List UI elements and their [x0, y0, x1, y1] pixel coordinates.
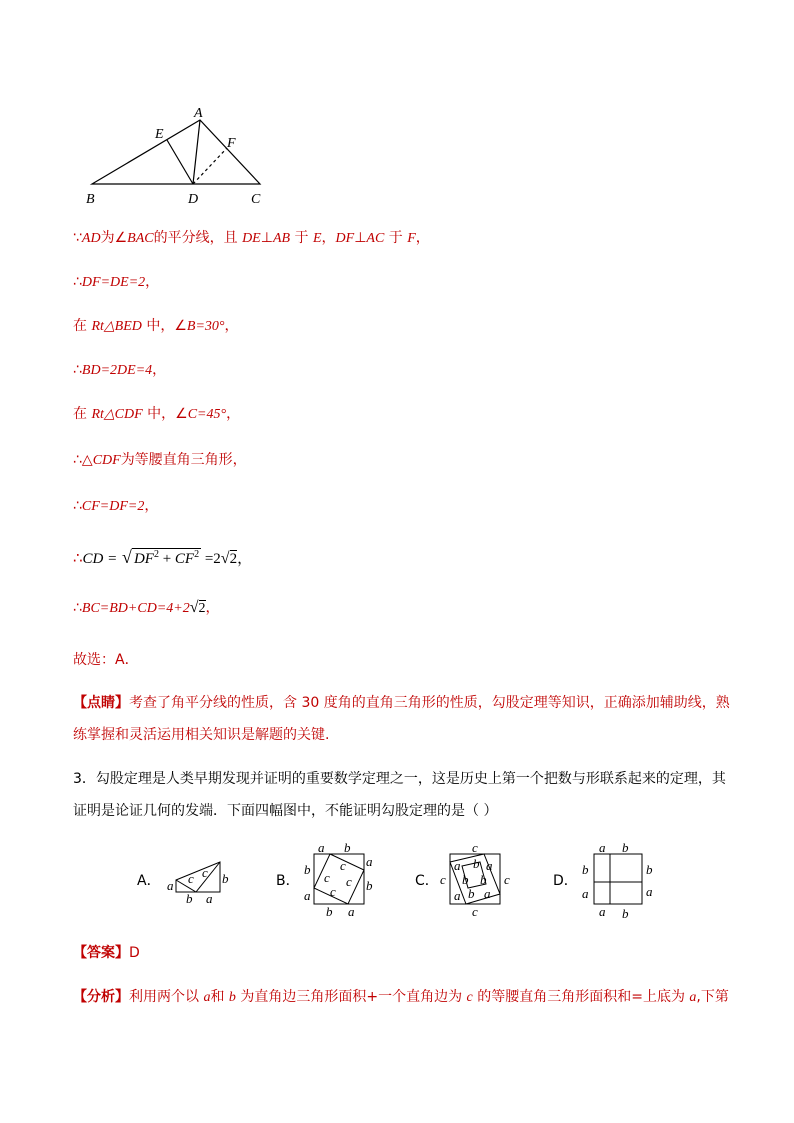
solution-line-1: ∵AD为∠BAC的平分线，且 DE⊥AB 于 E，DF⊥AC 于 F，: [73, 230, 430, 246]
option-a-label[interactable]: A．: [137, 873, 161, 889]
solution-line-4: ∴BD=2DE=4，: [73, 362, 167, 378]
comment-line-2: 练掌握和灵活运用相关知识是解题的关键.: [73, 727, 330, 743]
c-in-b1: b: [473, 856, 480, 871]
b-top-a: a: [318, 840, 325, 855]
d-left-b: b: [582, 862, 589, 877]
b-in-c2: c: [324, 870, 330, 885]
option-d-figure[interactable]: [578, 840, 662, 920]
label-A: A: [194, 106, 203, 121]
analysis-line: 【分析】利用两个以 a和 b 为直角边三角形面积+一个直角边为 c 的等腰直角三角形面积和=上底为 a,下第: [73, 989, 729, 1005]
d-bot-b: b: [622, 906, 629, 920]
c-in-b4: b: [468, 886, 475, 901]
a-label-b1: b: [222, 871, 229, 886]
sqrt-symbol-3: √: [189, 599, 199, 616]
a-label-c2: c: [202, 865, 208, 880]
c-top-c: c: [472, 840, 478, 855]
label-F: F: [227, 136, 236, 151]
b-in-c3: c: [346, 874, 352, 889]
a-label-a2: a: [206, 891, 213, 904]
solution-line-6: ∴△CDF为等腰直角三角形，: [73, 452, 247, 468]
solution-line-9: ∴BC=BD+CD=4+2√2，: [73, 599, 220, 616]
c-bot-c: c: [472, 904, 478, 918]
comment-line-1: 【点睛】考查了角平分线的性质，含 30 度角的直角三角形的性质，勾股定理等知识，正确添加辅助线，熟: [73, 695, 730, 711]
option-d-label[interactable]: D．: [553, 873, 578, 889]
solution-line-8: ∴CD = √ $DF^2 + CF^2 =2√2$，: [73, 547, 253, 567]
question-3-line-1: 3．勾股定理是人类早期发现并证明的重要数学定理之一，这是历史上第一个把数与形联系起来的定理，其: [73, 771, 726, 787]
solution-line-5: 在 Rt△CDF 中，∠C=45°，: [73, 406, 241, 422]
triangle-figure: [80, 100, 280, 210]
c-right-c: c: [504, 872, 510, 887]
label-C: C: [251, 192, 261, 207]
d-left-a: a: [582, 886, 589, 901]
option-a-figure[interactable]: [162, 852, 242, 904]
label-B: B: [86, 192, 95, 207]
b-in-c4: c: [330, 884, 336, 899]
option-c-figure[interactable]: [440, 840, 520, 918]
d-top-a: a: [599, 840, 606, 855]
d-bot-a: a: [599, 904, 606, 919]
sqrt-symbol: √: [122, 547, 132, 567]
b-left-a: a: [304, 888, 311, 903]
c-in-a3: a: [454, 888, 461, 903]
solution-line-3: 在 Rt△BED 中，∠B=30°，: [73, 318, 239, 334]
answer-line: 【答案】D: [73, 945, 140, 961]
b-right-b: b: [366, 878, 373, 893]
a-label-c1: c: [188, 871, 194, 886]
option-b-figure[interactable]: [300, 840, 380, 918]
answer-choice-line: 故选：A．: [73, 652, 139, 668]
label-D: D: [188, 192, 199, 207]
solution-line-7: ∴CF=DF=2，: [73, 498, 159, 514]
option-c-label[interactable]: C．: [415, 873, 439, 889]
option-b-label[interactable]: B．: [276, 873, 300, 889]
label-E: E: [155, 127, 164, 142]
question-3-line-2: 证明是论证几何的发端．下面四幅图中，不能证明勾股定理的是（ ）: [73, 803, 498, 819]
d-right-b: b: [646, 862, 653, 877]
b-top-b: b: [344, 840, 351, 855]
c-in-a4: a: [484, 886, 491, 901]
b-left-b: b: [304, 862, 311, 877]
a-label-b2: b: [186, 891, 193, 904]
b-bot-b: b: [326, 904, 333, 918]
c-left-c: c: [440, 872, 446, 887]
b-right-a: a: [366, 854, 373, 869]
c-in-a1: a: [454, 858, 461, 873]
d-top-b: b: [622, 840, 629, 855]
d-right-a: a: [646, 884, 653, 899]
solution-line-2: ∴DF=DE=2，: [73, 274, 160, 290]
a-label-a1: a: [167, 878, 174, 893]
radicand: $DF^2 + CF^2$: [133, 549, 200, 567]
b-in-c1: c: [340, 858, 346, 873]
c-in-b3: b: [480, 872, 487, 887]
c-in-a2: a: [486, 858, 493, 873]
b-bot-a: a: [348, 904, 355, 918]
c-in-b2: b: [462, 872, 469, 887]
sqrt-symbol-2: √: [220, 550, 230, 567]
